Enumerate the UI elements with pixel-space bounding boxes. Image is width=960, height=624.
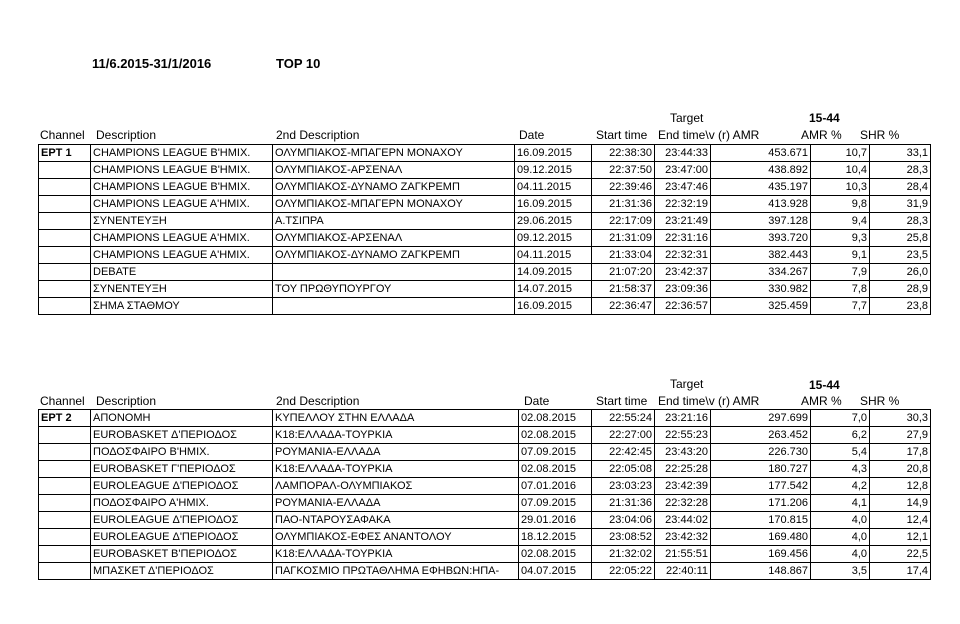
amr-pct-cell: 10,7	[811, 145, 870, 162]
description2-cell: Κ18:ΕΛΛΑΔΑ-ΤΟΥΡΚΙΑ	[273, 461, 519, 478]
channel-cell	[39, 162, 91, 179]
target-label: Target	[670, 111, 704, 125]
table-row	[39, 281, 931, 298]
channel-cell	[39, 196, 91, 213]
start-time-cell: 21:31:36	[592, 495, 655, 512]
shr-pct-cell: 23,5	[870, 247, 931, 264]
col-header-end-time-amr: End time\v (r) AMR	[658, 128, 760, 142]
start-time-cell: 22:27:00	[592, 427, 655, 444]
description2-cell: Κ18:ΕΛΛΑΔΑ-ΤΟΥΡΚΙΑ	[273, 427, 519, 444]
description-cell: EUROBASKET Γ'ΠΕΡΙΟΔΟΣ	[91, 461, 273, 478]
description2-cell: Α.ΤΣΙΠΡΑ	[273, 213, 515, 230]
channel-cell	[39, 546, 91, 563]
channel-cell	[39, 298, 91, 315]
description2-cell	[273, 264, 515, 281]
channel-cell	[39, 444, 91, 461]
description2-cell: Κ18:ΕΛΛΑΔΑ-ΤΟΥΡΚΙΑ	[273, 546, 519, 563]
table-row	[39, 298, 931, 315]
channel-cell	[39, 512, 91, 529]
date-cell: 29.01.2016	[519, 512, 592, 529]
description2-cell: ΡΟΥΜΑΝΙΑ-ΕΛΛΑΔΑ	[273, 444, 519, 461]
amr-cell: 330.982	[711, 281, 811, 298]
start-time-cell: 22:42:45	[592, 444, 655, 461]
date-cell: 04.11.2015	[515, 247, 592, 264]
ratings-table-ept1	[38, 144, 931, 315]
start-time-cell: 22:05:08	[592, 461, 655, 478]
table-row	[39, 495, 931, 512]
shr-pct-cell: 27,9	[870, 427, 931, 444]
table-row	[39, 410, 931, 427]
description-cell: CHAMPIONS LEAGUE B'HMIX.	[91, 179, 273, 196]
channel-cell: EPT 1	[39, 145, 91, 162]
amr-pct-cell: 9,1	[811, 247, 870, 264]
amr-cell: 169.480	[711, 529, 811, 546]
end-time-cell: 23:43:20	[655, 444, 711, 461]
amr-pct-cell: 4,0	[811, 512, 870, 529]
start-time-cell: 23:03:23	[592, 478, 655, 495]
start-time-cell: 22:38:30	[592, 145, 655, 162]
shr-pct-cell: 26,0	[870, 264, 931, 281]
table-row	[39, 529, 931, 546]
description-cell: EUROLEAGUE Δ'ΠΕΡΙΟΔΟΣ	[91, 529, 273, 546]
shr-pct-cell: 25,8	[870, 230, 931, 247]
date-cell: 02.08.2015	[519, 461, 592, 478]
date-cell: 16.09.2015	[515, 196, 592, 213]
end-time-cell: 23:47:46	[655, 179, 711, 196]
date-cell: 04.11.2015	[515, 179, 592, 196]
col-header-start-time: Start time	[596, 128, 648, 142]
amr-pct-cell: 4,2	[811, 478, 870, 495]
table-row	[39, 196, 931, 213]
channel-cell	[39, 495, 91, 512]
table-row	[39, 162, 931, 179]
amr-cell: 438.892	[711, 162, 811, 179]
start-time-cell: 23:08:52	[592, 529, 655, 546]
description2-cell: ΚΥΠΕΛΛΟΥ ΣΤΗΝ ΕΛΛΑΔΑ	[273, 410, 519, 427]
table-row	[39, 444, 931, 461]
date-cell: 16.09.2015	[515, 298, 592, 315]
date-cell: 07.09.2015	[519, 495, 592, 512]
col-header-channel: Channel	[40, 394, 85, 408]
shr-pct-cell: 28,4	[870, 179, 931, 196]
end-time-cell: 23:44:33	[655, 145, 711, 162]
description2-cell	[273, 298, 515, 315]
description-cell: EUROLEAGUE Δ'ΠΕΡΙΟΔΟΣ	[91, 512, 273, 529]
end-time-cell: 23:09:36	[655, 281, 711, 298]
description-cell: ΑΠΟΝΟΜΗ	[91, 410, 273, 427]
age-range-label: 15-44	[809, 378, 840, 392]
amr-pct-cell: 4,1	[811, 495, 870, 512]
amr-cell: 226.730	[711, 444, 811, 461]
start-time-cell: 21:32:02	[592, 546, 655, 563]
amr-cell: 397.128	[711, 213, 811, 230]
end-time-cell: 23:44:02	[655, 512, 711, 529]
description2-cell: ΟΛΥΜΠΙΑΚΟΣ-ΔΥΝΑΜΟ ΖΑΓΚΡΕΜΠ	[273, 247, 515, 264]
description-cell: CHAMPIONS LEAGUE B'HMIX.	[91, 145, 273, 162]
period-label: 11/6.2015-31/1/2016	[92, 56, 212, 71]
start-time-cell: 22:55:24	[592, 410, 655, 427]
start-time-cell: 22:36:47	[592, 298, 655, 315]
date-cell: 02.08.2015	[519, 546, 592, 563]
table-row	[39, 546, 931, 563]
description2-cell: ΡΟΥΜΑΝΙΑ-ΕΛΛΑΔΑ	[273, 495, 519, 512]
amr-pct-cell: 6,2	[811, 427, 870, 444]
shr-pct-cell: 12,8	[870, 478, 931, 495]
description-cell: EUROLEAGUE Δ'ΠΕΡΙΟΔΟΣ	[91, 478, 273, 495]
end-time-cell: 22:32:28	[655, 495, 711, 512]
col-header-channel: Channel	[40, 128, 85, 142]
date-cell: 18.12.2015	[519, 529, 592, 546]
amr-cell: 334.267	[711, 264, 811, 281]
col-header-shr-pct: SHR %	[860, 394, 900, 408]
description2-cell: ΟΛΥΜΠΙΑΚΟΣ-ΑΡΣΕΝΑΛ	[273, 162, 515, 179]
col-header-start-time: Start time	[596, 394, 648, 408]
description-cell: ΣΥΝΕΝΤΕΥΞΗ	[91, 281, 273, 298]
amr-pct-cell: 10,4	[811, 162, 870, 179]
description-cell: CHAMPIONS LEAGUE A'HMIX.	[91, 196, 273, 213]
top-label: TOP 10	[276, 56, 321, 71]
amr-pct-cell: 7,9	[811, 264, 870, 281]
amr-pct-cell: 9,4	[811, 213, 870, 230]
channel-cell	[39, 213, 91, 230]
end-time-cell: 22:55:23	[655, 427, 711, 444]
description-cell: ΜΠΑΣΚΕΤ Δ'ΠΕΡΙΟΔΟΣ	[91, 563, 273, 580]
col-header-end-time-amr: End time\v (r) AMR	[658, 394, 760, 408]
channel-cell	[39, 461, 91, 478]
shr-pct-cell: 12,4	[870, 512, 931, 529]
amr-cell: 263.452	[711, 427, 811, 444]
start-time-cell: 22:39:46	[592, 179, 655, 196]
col-header-date: Date	[524, 394, 550, 408]
date-cell: 07.01.2016	[519, 478, 592, 495]
col-header-description: Description	[96, 128, 157, 142]
start-time-cell: 21:31:09	[592, 230, 655, 247]
amr-pct-cell: 7,8	[811, 281, 870, 298]
channel-cell	[39, 427, 91, 444]
col-header-description2: 2nd Description	[276, 128, 360, 142]
amr-cell: 453.671	[711, 145, 811, 162]
description-cell: ΠΟΔΟΣΦΑΙΡΟ Α'ΗΜΙΧ.	[91, 495, 273, 512]
ratings-table-ept2	[38, 409, 931, 580]
table-row	[39, 478, 931, 495]
table-row	[39, 230, 931, 247]
table-row	[39, 563, 931, 580]
shr-pct-cell: 14,9	[870, 495, 931, 512]
col-header-description: Description	[96, 394, 157, 408]
amr-pct-cell: 10,3	[811, 179, 870, 196]
date-cell: 14.09.2015	[515, 264, 592, 281]
amr-cell: 435.197	[711, 179, 811, 196]
description2-cell: ΠΑΟ-ΝΤΑΡΟΥΣΑΦΑΚΑ	[273, 512, 519, 529]
table-row	[39, 247, 931, 264]
description2-cell: ΠΑΓΚΟΣΜΙΟ ΠΡΩΤΑΘΛΗΜΑ ΕΦΗΒΩΝ:ΗΠΑ-	[273, 563, 519, 580]
channel-cell	[39, 230, 91, 247]
table-row	[39, 461, 931, 478]
start-time-cell: 23:04:06	[592, 512, 655, 529]
amr-cell: 393.720	[711, 230, 811, 247]
channel-cell	[39, 247, 91, 264]
description-cell: EUROBASKET Β'ΠΕΡΙΟΔΟΣ	[91, 546, 273, 563]
table-row	[39, 427, 931, 444]
col-header-description2: 2nd Description	[276, 394, 360, 408]
table-row	[39, 512, 931, 529]
col-header-shr-pct: SHR %	[860, 128, 900, 142]
date-cell: 07.09.2015	[519, 444, 592, 461]
shr-pct-cell: 33,1	[870, 145, 931, 162]
table-row	[39, 179, 931, 196]
description-cell: EUROBASKET Δ'ΠΕΡΙΟΔΟΣ	[91, 427, 273, 444]
description-cell: ΠΟΔΟΣΦΑΙΡΟ Β'ΗΜΙΧ.	[91, 444, 273, 461]
end-time-cell: 22:32:19	[655, 196, 711, 213]
description2-cell: ΟΛΥΜΠΙΑΚΟΣ-ΑΡΣΕΝΑΛ	[273, 230, 515, 247]
channel-cell	[39, 179, 91, 196]
description2-cell: ΛΑΜΠΟΡΑΛ-ΟΛΥΜΠΙΑΚΟΣ	[273, 478, 519, 495]
start-time-cell: 21:33:04	[592, 247, 655, 264]
shr-pct-cell: 30,3	[870, 410, 931, 427]
shr-pct-cell: 31,9	[870, 196, 931, 213]
amr-cell: 169.456	[711, 546, 811, 563]
amr-pct-cell: 7,0	[811, 410, 870, 427]
date-cell: 02.08.2015	[519, 410, 592, 427]
start-time-cell: 21:07:20	[592, 264, 655, 281]
end-time-cell: 23:21:49	[655, 213, 711, 230]
col-header-date: Date	[519, 128, 545, 142]
table-row	[39, 264, 931, 281]
amr-cell: 382.443	[711, 247, 811, 264]
start-time-cell: 22:17:09	[592, 213, 655, 230]
date-cell: 04.07.2015	[519, 563, 592, 580]
shr-pct-cell: 22,5	[870, 546, 931, 563]
age-range-label: 15-44	[809, 111, 840, 125]
description2-cell: ΟΛΥΜΠΙΑΚΟΣ-ΜΠΑΓΕΡΝ ΜΟΝΑΧΟΥ	[273, 196, 515, 213]
shr-pct-cell: 12,1	[870, 529, 931, 546]
end-time-cell: 22:36:57	[655, 298, 711, 315]
channel-cell	[39, 563, 91, 580]
shr-pct-cell: 28,3	[870, 213, 931, 230]
amr-cell: 177.542	[711, 478, 811, 495]
amr-pct-cell: 4,0	[811, 529, 870, 546]
end-time-cell: 21:55:51	[655, 546, 711, 563]
amr-pct-cell: 9,8	[811, 196, 870, 213]
channel-cell	[39, 264, 91, 281]
date-cell: 09.12.2015	[515, 162, 592, 179]
amr-pct-cell: 9,3	[811, 230, 870, 247]
shr-pct-cell: 17,4	[870, 563, 931, 580]
amr-cell: 171.206	[711, 495, 811, 512]
end-time-cell: 22:25:28	[655, 461, 711, 478]
end-time-cell: 23:47:00	[655, 162, 711, 179]
col-header-amr-pct: AMR %	[801, 394, 842, 408]
start-time-cell: 21:31:36	[592, 196, 655, 213]
amr-pct-cell: 5,4	[811, 444, 870, 461]
description-cell: CHAMPIONS LEAGUE A'HMIX.	[91, 247, 273, 264]
table-row	[39, 145, 931, 162]
end-time-cell: 23:21:16	[655, 410, 711, 427]
shr-pct-cell: 20,8	[870, 461, 931, 478]
channel-cell	[39, 281, 91, 298]
target-label: Target	[670, 377, 704, 391]
shr-pct-cell: 28,9	[870, 281, 931, 298]
description-cell: ΣΗΜΑ ΣΤΑΘΜΟΥ	[91, 298, 273, 315]
shr-pct-cell: 23,8	[870, 298, 931, 315]
description2-cell: ΤΟΥ ΠΡΩΘΥΠΟΥΡΓΟΥ	[273, 281, 515, 298]
description2-cell: ΟΛΥΜΠΙΑΚΟΣ-ΜΠΑΓΕΡΝ ΜΟΝΑΧΟΥ	[273, 145, 515, 162]
amr-cell: 413.928	[711, 196, 811, 213]
date-cell: 16.09.2015	[515, 145, 592, 162]
channel-cell	[39, 478, 91, 495]
end-time-cell: 23:42:39	[655, 478, 711, 495]
amr-cell: 325.459	[711, 298, 811, 315]
end-time-cell: 23:42:37	[655, 264, 711, 281]
end-time-cell: 22:40:11	[655, 563, 711, 580]
amr-pct-cell: 4,0	[811, 546, 870, 563]
col-header-amr-pct: AMR %	[801, 128, 842, 142]
table-row	[39, 213, 931, 230]
channel-cell: EPT 2	[39, 410, 91, 427]
end-time-cell: 22:32:31	[655, 247, 711, 264]
description2-cell: ΟΛΥΜΠΙΑΚΟΣ-ΕΦΕΣ ΑΝΑΝΤΟΛΟΥ	[273, 529, 519, 546]
amr-cell: 148.867	[711, 563, 811, 580]
shr-pct-cell: 17,8	[870, 444, 931, 461]
start-time-cell: 22:37:50	[592, 162, 655, 179]
end-time-cell: 23:42:32	[655, 529, 711, 546]
amr-cell: 170.815	[711, 512, 811, 529]
date-cell: 02.08.2015	[519, 427, 592, 444]
date-cell: 09.12.2015	[515, 230, 592, 247]
date-cell: 14.07.2015	[515, 281, 592, 298]
description-cell: DEBATE	[91, 264, 273, 281]
channel-cell	[39, 529, 91, 546]
amr-pct-cell: 3,5	[811, 563, 870, 580]
description2-cell: ΟΛΥΜΠΙΑΚΟΣ-ΔΥΝΑΜΟ ΖΑΓΚΡΕΜΠ	[273, 179, 515, 196]
amr-cell: 180.727	[711, 461, 811, 478]
description-cell: CHAMPIONS LEAGUE B'HMIX.	[91, 162, 273, 179]
amr-cell: 297.699	[711, 410, 811, 427]
description-cell: CHAMPIONS LEAGUE A'HMIX.	[91, 230, 273, 247]
shr-pct-cell: 28,3	[870, 162, 931, 179]
amr-pct-cell: 7,7	[811, 298, 870, 315]
amr-pct-cell: 4,3	[811, 461, 870, 478]
description-cell: ΣΥΝΕΝΤΕΥΞΗ	[91, 213, 273, 230]
date-cell: 29.06.2015	[515, 213, 592, 230]
start-time-cell: 22:05:22	[592, 563, 655, 580]
start-time-cell: 21:58:37	[592, 281, 655, 298]
end-time-cell: 22:31:16	[655, 230, 711, 247]
